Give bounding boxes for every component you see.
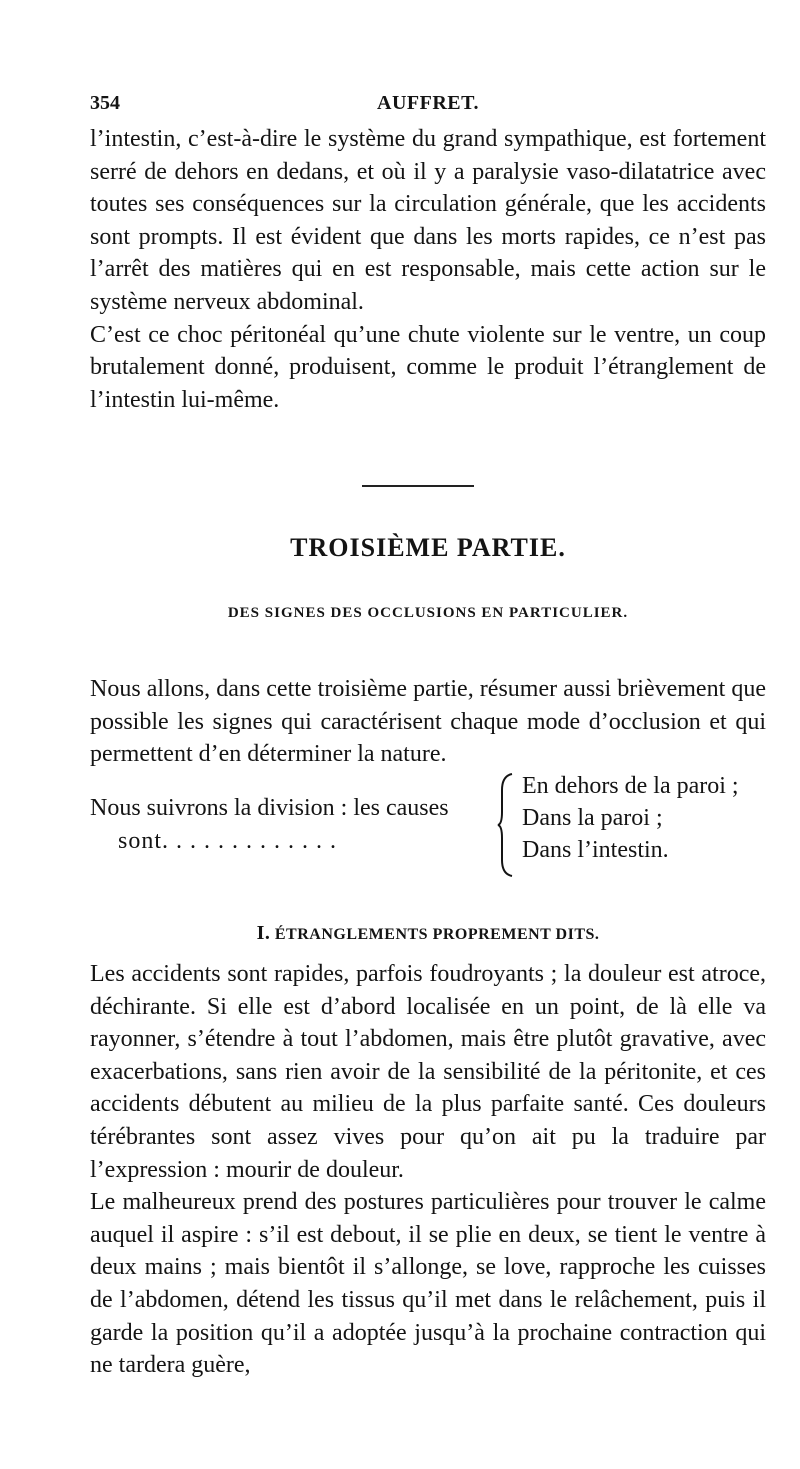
section-number: I. [256, 922, 271, 944]
curly-brace-icon [496, 772, 516, 878]
part-title: TROISIÈME PARTIE. [290, 533, 566, 562]
paragraph-3: Nous allons, dans cette troisième partie, résumer aussi brièvement que possible les signes qui caractérisent chaque mode d’occlusion et qui permettent d’en déterminer la nature. [90, 676, 766, 768]
section-title: ÉTRANGLEMENTS PROPREMENT DITS. [274, 926, 600, 943]
division-options [522, 770, 739, 866]
paragraph-5: Le malheureux prend des postures particulières pour trouver le calme auquel il aspire : s’il est debout, il se plie en deux, se tient le ventre à deux mains ; mais bientôt il s’allonge, se love, rapproche les cuisses de l’abdomen, détend les tissus qu’il met dans le relâchement, puis il garde la position qu’il a adoptée jusqu’à la prochaine contraction qui ne tardera guère, [90, 1189, 766, 1379]
section-divider-rule [362, 485, 474, 487]
part-subtitle: DES SIGNES DES OCCLUSIONS EN PARTICULIER. [227, 605, 629, 621]
division-option: En dehors de la paroi ; [522, 773, 739, 799]
paragraph-1: l’intestin, c’est-à-dire le système du grand sympathique, est fortement serré de dehors en dedans, et où il y a paralysie vaso-dilatatrice avec toutes ses conséquences sur la circulation générale, que les accidents sont prompts. Il est évident que dans les morts rapides, ce n’est pas l’arrêt des matières qui en est responsable, mais cette action sur le système nerveux abdominal. [90, 126, 766, 315]
running-header [90, 92, 766, 116]
paragraph-4: Les accidents sont rapides, parfois foudroyants ; la douleur est atroce, déchirante. Si elle est d’abord localisée en un point, de là elle va rayonner, s’étendre à tout l’abdomen, mais être plutôt gravative, avec exacerbations, sans rien avoir de la sensibilité de la péritonite, et ces accidents débutent au milieu de la plus parfaite santé. Ces douleurs térébrantes sont assez vives pour qu’on ait pu la traduire par l’expression : mourir de douleur. [90, 961, 766, 1183]
division-lead-dots: sont. . . . . . . . . . . . . [118, 828, 338, 854]
paragraph-2: C’est ce choc péritonéal qu’une chute violente sur le ventre, un coup brutalement donné, produisent, comme le produit l’étranglement de l’intestin lui-même. [90, 321, 766, 413]
section-heading [90, 922, 766, 945]
running-head-author: AUFFRET. [377, 92, 479, 114]
division-option: Dans l’intestin. [522, 837, 669, 863]
intro-text [90, 123, 766, 416]
page-number: 354 [90, 92, 120, 114]
part-intro-text [90, 673, 766, 771]
division-lead: Nous suivrons la division : les causes [90, 795, 449, 821]
division-option: Dans la paroi ; [522, 805, 663, 831]
division-list [90, 770, 766, 880]
section-text [90, 958, 766, 1382]
